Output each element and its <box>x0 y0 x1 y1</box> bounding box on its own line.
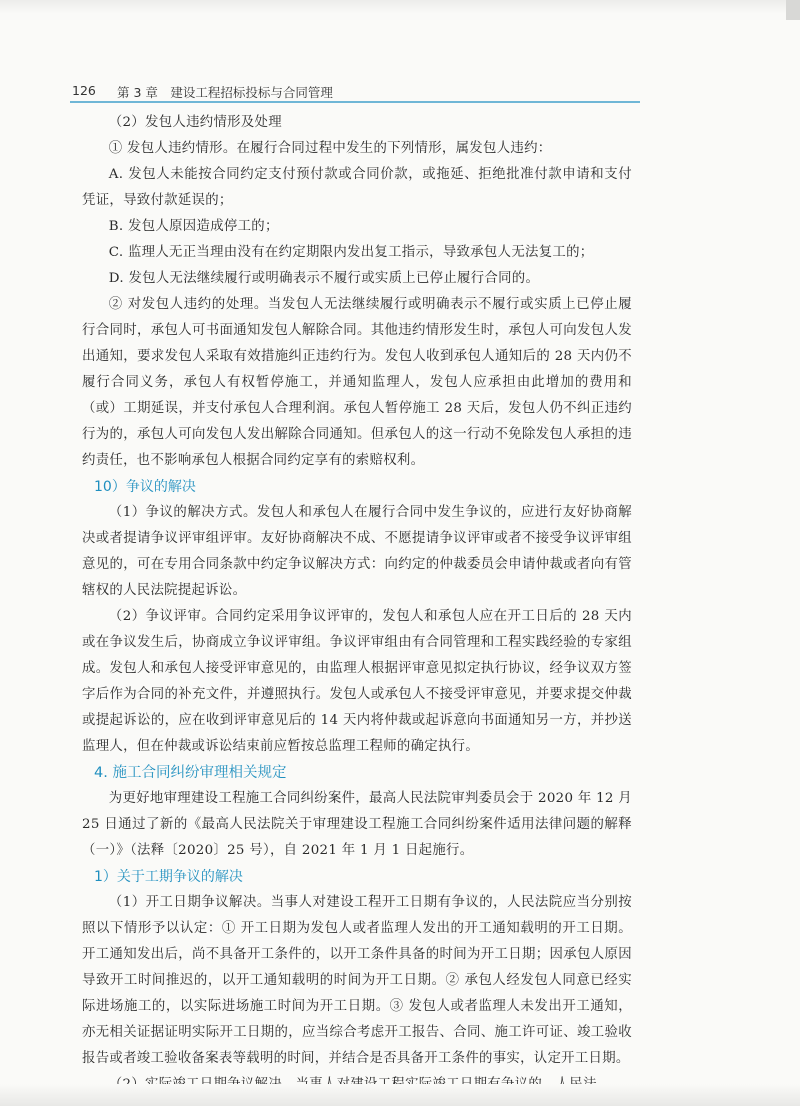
running-header <box>70 80 640 102</box>
paragraph: D. 发包人无法继续履行或明确表示不履行或实质上已停止履行合同的。 <box>108 271 540 286</box>
header-rule <box>70 101 640 103</box>
section-heading: 4. 施工合同纠纷审理相关规定 <box>94 765 287 781</box>
scan-edge-top <box>0 0 800 14</box>
section-heading: 1）关于工期争议的解决 <box>94 869 243 885</box>
paragraph: （1）开工日期争议解决。当事人对建设工程开工日期有争议的，人民法院应当分别按照以下情形予以认定：① 开工日期为发包人或者监理人发出的开工通知载明的开工日期。开工通知发出后，尚不具备开工条件的，以开工条件具备的时间为开工日期；因承包人原因导致开工时间推迟的，以开工通知载明的时间为开工日期。② 承包人经发包人同意已经实际进场施工的，以实际进场施工时间为开工日期。③ 发包人或者监理人未发出开工通知，亦无相关证据证明实际开工日期的，应当综合考虑开工报告、合同、施工许可证、竣工验收报告或者竣工验收备案表等载明的时间，并结合是否具备开工条件的事实，认定开工日期。 <box>82 895 632 1066</box>
paragraph: 为更好地审理建设工程施工合同纠纷案件，最高人民法院审判委员会于 2020 年 12 月 25 日通过了新的《最高人民法院关于审理建设工程施工合同纠纷案件适用法律问题的解释（一）》（法释〔2020〕25 号），自 2021 年 1 月 1 日起施行。 <box>82 791 632 858</box>
paragraph: ② 对发包人违约的处理。当发包人无法继续履行或明确表示不履行或实质上已停止履行合同时，承包人可书面通知发包人解除合同。其他违约情形发生时，承包人可向发包人发出通知，要求发包人采取有效措施纠正违约行为。发包人收到承包人通知后的 28 天内仍不履行合同义务，承包人有权暂停施工，并通知监理人，发包人应承担由此增加的费用和（或）工期延误，并支付承包人合理利润。承包人暂停施工 28 天后，发包人仍不纠正违约行为的，承包人可向发包人发出解除合同通知。但承包人的这一行动不免除发包人承担的违约责任，也不影响承包人根据合同约定享有的索赔权利。 <box>82 297 632 468</box>
paragraph: B. 发包人原因造成停工的； <box>108 219 279 234</box>
paragraph: （2）争议评审。合同约定采用争议评审的，发包人和承包人应在开工日后的 28 天内或在争议发生后，协商成立争议评审组。争议评审组由有合同管理和工程实践经验的专家组成。发包人和承包人接受评审意见的，由监理人根据评审意见拟定执行协议，经争议双方签字后作为合同的补充文件，并遵照执行。发包人或承包人不接受评审意见，并要求提交仲裁或提起诉讼的，应在收到评审意见后的 14 天内将仲裁或起诉意向书面通知另一方，并抄送监理人，但在仲裁或诉讼结束前应暂按总监理工程师的确定执行。 <box>82 609 632 754</box>
section-heading: 10）争议的解决 <box>94 479 196 495</box>
page-body <box>82 110 632 1098</box>
paragraph: （1）争议的解决方式。发包人和承包人在履行合同中发生争议的，应进行友好协商解决或者提请争议评审组评审。友好协商解决不成、不愿提请争议评审或者不接受争议评审组意见的，可在专用合同条款中约定争议解决方式：向约定的仲裁委员会申请仲裁或者向有管辖权的人民法院提起诉讼。 <box>82 505 632 598</box>
paragraph: C. 监理人无正当理由没有在约定期限内发出复工指示，导致承包人无法复工的； <box>108 245 594 260</box>
scan-corner-mark <box>786 0 800 20</box>
paragraph: （2）发包人违约情形及处理 <box>108 115 282 130</box>
paragraph: ① 发包人违约情形。在履行合同过程中发生的下列情形，属发包人违约： <box>108 141 552 156</box>
chapter-title: 第 3 章 建设工程招标投标与合同管理 <box>117 85 333 100</box>
scan-edge-bottom <box>0 1084 800 1106</box>
page-number: 126 <box>72 83 96 98</box>
paragraph: A. 发包人未能按合同约定支付预付款或合同价款，或拖延、拒绝批准付款申请和支付凭证，导致付款延误的； <box>82 167 632 208</box>
